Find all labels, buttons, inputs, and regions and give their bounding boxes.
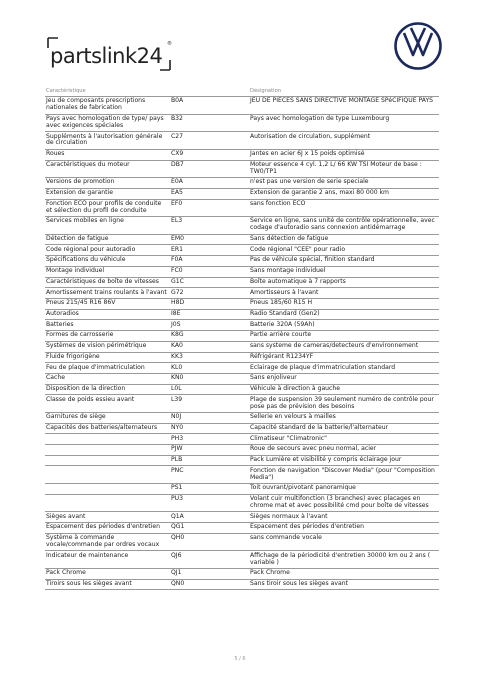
cell-code: B32 (170, 114, 249, 132)
cell-designation: Fonction de navigation "Discover Media" (pour "Composition Media") (249, 466, 439, 484)
table-row (45, 256, 439, 267)
cell-designation: Affichage de la périodicité d'entretien 30000 km ou 2 ans ( variable ) (249, 551, 439, 569)
logo-wordmark: partslink24 (50, 44, 163, 68)
cell-code: PLB (170, 455, 249, 466)
cell-characteristic: Systèmes de vision périmétrique (45, 341, 170, 352)
table-row (45, 188, 439, 199)
cell-characteristic: Spécifications du véhicule (45, 256, 170, 267)
cell-designation: Partie arrière courte (249, 331, 439, 342)
cell-characteristic: Formes de carrosserie (45, 331, 170, 342)
cell-code: KL0 (170, 363, 249, 374)
cell-code: FC0 (170, 266, 249, 277)
table-row (45, 266, 439, 277)
table-row (45, 434, 439, 445)
partslink24-logo (44, 36, 174, 72)
table-row (45, 97, 439, 115)
cell-characteristic: Espacement des périodes d'entretien (45, 523, 170, 534)
table-row (45, 352, 439, 363)
table-row (45, 445, 439, 456)
cell-characteristic: Fluide frigorigène (45, 352, 170, 363)
table-row (45, 494, 439, 512)
page-number: 5 / 6 (234, 656, 246, 662)
cell-designation: Eclairage de plaque d'immatriculation standard (249, 363, 439, 374)
cell-code: EA5 (170, 188, 249, 199)
cell-characteristic: Garnitures de siège (45, 412, 170, 423)
table-row (45, 551, 439, 569)
cell-characteristic: Fonction ECO pour profils de conduite et sélection du profil de conduite (45, 199, 170, 217)
cell-designation: Code régional "CEE" pour radio (249, 245, 439, 256)
cell-characteristic: Jeu de composants prescriptions nationales de fabrication (45, 97, 170, 115)
cell-designation: Pneus 185/60 R15 H (249, 298, 439, 309)
cell-code: L39 (170, 395, 249, 413)
cell-designation: Réfrigérant R1234YF (249, 352, 439, 363)
cell-code: J0S (170, 320, 249, 331)
cell-code: C27 (170, 132, 249, 150)
page-header (0, 0, 480, 80)
cell-code: PU3 (170, 494, 249, 512)
cell-designation: Boîte automatique à 7 rapports (249, 277, 439, 288)
partslink24-logo-icon (44, 36, 174, 72)
cell-designation: Sans détection de fatigue (249, 234, 439, 245)
table-row (45, 277, 439, 288)
cell-designation: Pack Chrome (249, 568, 439, 579)
cell-code: G72 (170, 288, 249, 299)
table-row (45, 568, 439, 579)
cell-code: G1C (170, 277, 249, 288)
cell-code: KK3 (170, 352, 249, 363)
cell-code: PS1 (170, 484, 249, 495)
cell-characteristic: Caractéristiques du moteur (45, 160, 170, 178)
cell-code: I8E (170, 309, 249, 320)
cell-code: PJW (170, 445, 249, 456)
cell-designation: Autorisation de circulation, supplément (249, 132, 439, 150)
cell-designation: Service en ligne, sans unité de contrôle opérationnelle, avec codage d'autoradio sans connexion antidémarrage (249, 217, 439, 235)
cell-code: K8G (170, 331, 249, 342)
table-row (45, 132, 439, 150)
cell-characteristic: Feu de plaque d'immatriculation (45, 363, 170, 374)
table-row (45, 455, 439, 466)
cell-designation: sans fonction ECO (249, 199, 439, 217)
cell-characteristic: Pays avec homologation de type/ pays avec exigences spéciales (45, 114, 170, 132)
table-row (45, 288, 439, 299)
cell-characteristic: Caractéristiques de boîte de vitesses (45, 277, 170, 288)
cell-code: EM0 (170, 234, 249, 245)
cell-code: QN0 (170, 579, 249, 590)
cell-characteristic (45, 434, 170, 445)
cell-code: E0A (170, 178, 249, 189)
table-row (45, 423, 439, 434)
table-row (45, 512, 439, 523)
table-row (45, 523, 439, 534)
table-row (45, 160, 439, 178)
cell-characteristic (45, 445, 170, 456)
cell-code: QG1 (170, 523, 249, 534)
cell-characteristic: Pack Chrome (45, 568, 170, 579)
cell-characteristic: Système à commande vocale/commande par ordres vocaux (45, 533, 170, 551)
cell-code: B0A (170, 97, 249, 115)
table-row (45, 533, 439, 551)
cell-designation: Batterie 320A (59Ah) (249, 320, 439, 331)
cell-characteristic: Capacités des batteries/alternateurs (45, 423, 170, 434)
cell-code: EL3 (170, 217, 249, 235)
cell-designation: Pays avec homologation de type Luxembourg (249, 114, 439, 132)
cell-characteristic (45, 494, 170, 512)
cell-characteristic (45, 455, 170, 466)
cell-characteristic: Détection de fatigue (45, 234, 170, 245)
cell-code: EF0 (170, 199, 249, 217)
cell-designation: Climatiseur "Climatronic" (249, 434, 439, 445)
table-row (45, 309, 439, 320)
cell-code: F0A (170, 256, 249, 267)
table-row (45, 331, 439, 342)
cell-characteristic: Indicateur de maintenance (45, 551, 170, 569)
cell-designation: Sellerie en velours à mailles (249, 412, 439, 423)
cell-designation: Sans tiroir sous les sièges avant (249, 579, 439, 590)
cell-designation: Pack Lumière et visibilité y compris éclairage jour (249, 455, 439, 466)
table-row (45, 412, 439, 423)
cell-code: QJ1 (170, 568, 249, 579)
cell-designation: Sans montage individuel (249, 266, 439, 277)
table-row (45, 114, 439, 132)
cell-code: KN0 (170, 373, 249, 384)
cell-designation: Radio Standard (Gen2) (249, 309, 439, 320)
cell-designation: Sièges normaux à l'avant (249, 512, 439, 523)
cell-characteristic: Disposition de la direction (45, 384, 170, 395)
cell-designation: Extension de garantie 2 ans, maxi 80 000 km (249, 188, 439, 199)
cell-characteristic: Amortissement trains roulants à l'avant (45, 288, 170, 299)
cell-designation: Pas de véhicule spécial, finition standard (249, 256, 439, 267)
cell-characteristic: Montage individuel (45, 266, 170, 277)
table-row (45, 320, 439, 331)
cell-designation: Amortisseurs à l'avant (249, 288, 439, 299)
cell-code: Q1A (170, 512, 249, 523)
cell-designation: Sans enjoliveur (249, 373, 439, 384)
table-row (45, 341, 439, 352)
table-row (45, 579, 439, 590)
cell-code: QJ6 (170, 551, 249, 569)
cell-characteristic: Pneus 215/45 R16 86V (45, 298, 170, 309)
cell-designation: Roue de secours avec pneu normal, acier (249, 445, 439, 456)
cell-code: PNC (170, 466, 249, 484)
table-row (45, 395, 439, 413)
cell-designation: Toit ouvrant/pivotant panoramique (249, 484, 439, 495)
cell-code: N0J (170, 412, 249, 423)
cell-designation: sans commande vocale (249, 533, 439, 551)
cell-designation: sans systeme de cameras/detecteurs d'environnement (249, 341, 439, 352)
cell-characteristic: Sièges avant (45, 512, 170, 523)
cell-designation: Plage de suspension 39 seulement numéro de contrôle pour pose pas de prévision des besoins (249, 395, 439, 413)
table-row (45, 149, 439, 160)
cell-characteristic: Tiroirs sous les sièges avant (45, 579, 170, 590)
header-characteristic: Caractéristique (45, 87, 170, 97)
cell-designation: Jantes en acier 6J x 15 poids optimisé (249, 149, 439, 160)
header-designation: Désignation (249, 87, 439, 97)
cell-code: CX9 (170, 149, 249, 160)
cell-characteristic: Code régional pour autoradio (45, 245, 170, 256)
table-row (45, 217, 439, 235)
cell-code: DB7 (170, 160, 249, 178)
cell-characteristic: Extension de garantie (45, 188, 170, 199)
cell-designation: Volant cuir multifonction (3 branches) avec placages en chrome mat et avec possibilité cmd pour boîte de vitesses (249, 494, 439, 512)
cell-characteristic: Autoradios (45, 309, 170, 320)
table-row (45, 384, 439, 395)
table-row (45, 466, 439, 484)
cell-code: PH3 (170, 434, 249, 445)
cell-characteristic: Cache (45, 373, 170, 384)
cell-code: ER1 (170, 245, 249, 256)
vw-roundel-icon (394, 22, 442, 70)
vehicle-features-table (45, 87, 439, 590)
table-row (45, 178, 439, 189)
cell-code: L0L (170, 384, 249, 395)
cell-designation: Capacité standard de la batterie/l'alternateur (249, 423, 439, 434)
cell-characteristic: Batteries (45, 320, 170, 331)
table-row (45, 298, 439, 309)
cell-designation: Véhicule à direction à gauche (249, 384, 439, 395)
cell-code: KA0 (170, 341, 249, 352)
cell-characteristic: Roues (45, 149, 170, 160)
logo-registered: ® (167, 41, 172, 47)
cell-characteristic: Versions de promotion (45, 178, 170, 189)
table-row (45, 484, 439, 495)
table-row (45, 363, 439, 374)
table-row (45, 373, 439, 384)
table-row (45, 199, 439, 217)
cell-designation: n'est pas une version de serie speciale (249, 178, 439, 189)
cell-code: H8D (170, 298, 249, 309)
cell-characteristic: Classe de poids essieu avant (45, 395, 170, 413)
cell-characteristic (45, 466, 170, 484)
table-row (45, 245, 439, 256)
cell-characteristic: Suppléments à l'autorisation générale de circulation (45, 132, 170, 150)
cell-designation: Moteur essence 4 cyl. 1,2 L/ 66 KW TSI Moteur de base : TW0/TP1 (249, 160, 439, 178)
header-code (170, 87, 249, 97)
cell-designation: JEU DE PIECES SANS DIRECTIVE MONTAGE SPéCIFIQUE PAYS (249, 97, 439, 115)
cell-code: NY0 (170, 423, 249, 434)
table-row (45, 234, 439, 245)
cell-code: QH0 (170, 533, 249, 551)
cell-characteristic (45, 484, 170, 495)
table-header-row (45, 87, 439, 97)
cell-characteristic: Services mobiles en ligne (45, 217, 170, 235)
cell-designation: Espacement des périodes d'entretien (249, 523, 439, 534)
